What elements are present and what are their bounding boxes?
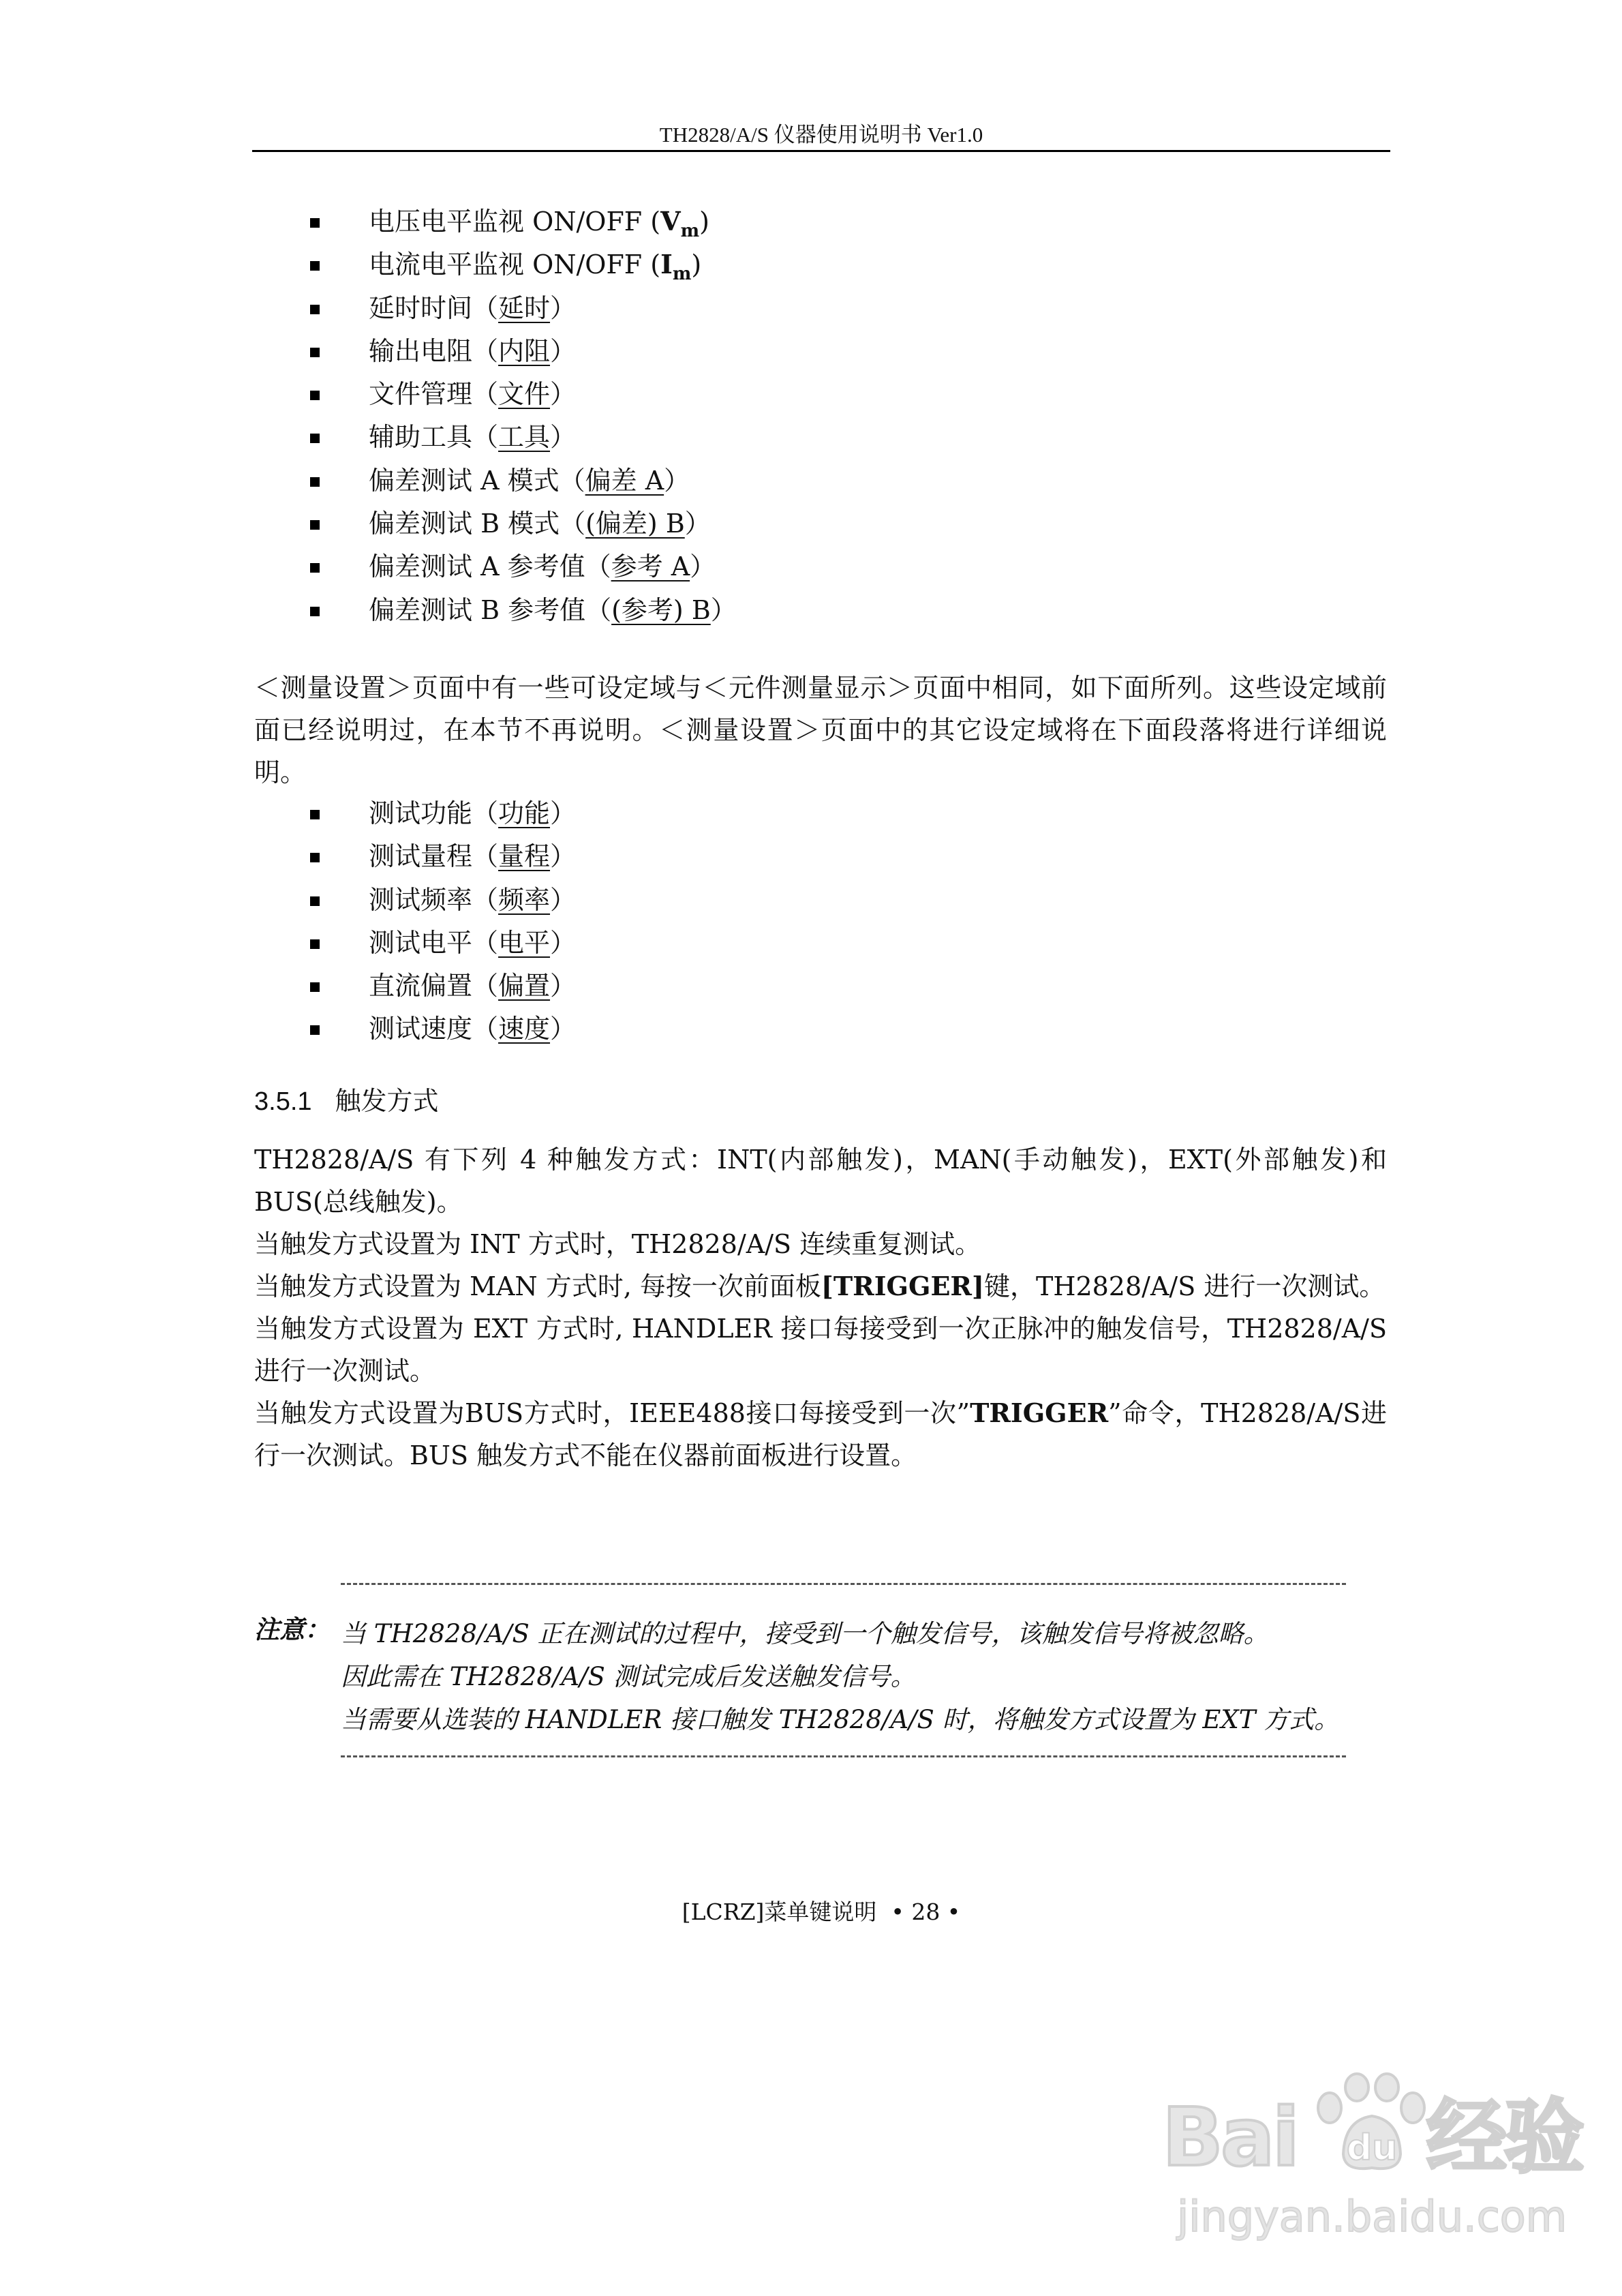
square-bullet-icon: [310, 477, 320, 487]
list-item-suffix: ）: [684, 509, 711, 539]
paragraph-bus-post: ”命令，TH2828/A/S进行一次测试。BUS 触发方式不能在仪器前面板进行设置。: [254, 1398, 1388, 1470]
list-item-text: [369, 507, 711, 541]
square-bullet-icon: [310, 810, 320, 819]
list-item-label: 文件管理（: [369, 379, 499, 410]
list-item-label: 测试电平（: [369, 927, 499, 958]
list-item-text: [369, 247, 701, 285]
list-item-text: [369, 883, 576, 917]
field-name: 电平: [498, 927, 551, 958]
list-item-suffix: ）: [690, 552, 716, 582]
square-bullet-icon: [310, 939, 320, 949]
list-item-suffix: ): [691, 250, 702, 280]
list-item-label: 延时时间（: [369, 292, 499, 323]
square-bullet-icon: [310, 348, 320, 357]
list-item-label: 电压电平监视 ON/OFF (: [369, 207, 661, 237]
list-item-text: [369, 839, 576, 873]
section-title: 触发方式: [335, 1086, 439, 1116]
trigger-command-label: TRIGGER: [970, 1398, 1109, 1428]
note-body: [341, 1612, 1390, 1741]
list-item-label: 偏差测试 A 参考值（: [369, 552, 611, 582]
list-item-text: [369, 464, 690, 498]
symbol-subscript: m: [672, 264, 692, 285]
list-item-suffix: ）: [550, 379, 577, 410]
list-item-label: 偏差测试 A 模式（: [369, 465, 585, 496]
trigger-key-label: [TRIGGER]: [821, 1271, 984, 1301]
watermark-logo-right: 经验: [1426, 2090, 1582, 2184]
section-heading: [254, 1084, 439, 1119]
field-name: 量程: [498, 841, 551, 872]
square-bullet-icon: [310, 853, 320, 862]
paragraph-man: [254, 1265, 1387, 1308]
note-top-divider: [341, 1583, 1346, 1585]
field-name: 偏置: [498, 971, 551, 1001]
list-item-text: [369, 334, 576, 368]
square-bullet-icon: [310, 434, 320, 443]
page-footer: [LCRZ]菜单键说明 • 28 •: [682, 1899, 961, 1925]
list-item-suffix: ）: [550, 927, 577, 958]
list-item-text: [369, 796, 576, 830]
symbol-subscript: m: [680, 221, 700, 241]
intro-text: ＜测量设置＞页面中有一些可设定域与＜元件测量显示＞页面中相同，如下面所列。这些设定域前面已经说明过，在本节不再说明。＜测量设置＞页面中的其它设定域将在下面段落将进行详细说明。: [254, 673, 1387, 787]
square-bullet-icon: [310, 1025, 320, 1035]
trigger-paragraphs: [254, 1138, 1387, 1477]
watermark-url: jingyan.baidu.com: [1177, 2192, 1567, 2241]
square-bullet-icon: [310, 982, 320, 992]
note-line-2: 因此需在 TH2828/A/S 测试完成后发送触发信号。: [341, 1662, 916, 1691]
paragraph-trigger-modes: TH2828/A/S 有下列 4 种触发方式：INT(内部触发)，MAN(手动触发)，EXT(外部触发)和BUS(总线触发)。: [254, 1145, 1387, 1217]
square-bullet-icon: [310, 218, 320, 228]
field-name: (参考) B: [611, 594, 711, 625]
list-item-suffix: ）: [550, 335, 577, 366]
note-line-3: 当需要从选装的 HANDLER 接口触发 TH2828/A/S 时，将触发方式设置为 EXT 方式。: [341, 1705, 1340, 1734]
field-name: 功能: [498, 798, 551, 828]
watermark-logo-left: Bai: [1162, 2090, 1298, 2184]
field-name: 频率: [498, 884, 551, 915]
note-bottom-divider: [341, 1755, 1346, 1757]
field-name: 参考 A: [611, 552, 690, 582]
list-item-suffix: ）: [550, 422, 577, 453]
list-item-label: 输出电阻（: [369, 335, 499, 366]
list-item-suffix: ): [699, 207, 709, 237]
field-name: 偏差 A: [585, 465, 664, 496]
list-item-suffix: ）: [550, 292, 577, 323]
note-line-1: 当 TH2828/A/S 正在测试的过程中，接受到一个触发信号，该触发信号将被忽略。: [341, 1619, 1269, 1648]
list-item-label: 直流偏置（: [369, 971, 499, 1001]
square-bullet-icon: [310, 261, 320, 271]
symbol-main: I: [660, 249, 673, 280]
paragraph-bus-pre: 当触发方式设置为BUS方式时，IEEE488接口每接受到一次”: [254, 1398, 970, 1428]
paragraph-man-pre: 当触发方式设置为 MAN 方式时, 每按一次前面板: [254, 1271, 821, 1301]
paragraph-int: 当触发方式设置为 INT 方式时，TH2828/A/S 连续重复测试。: [254, 1229, 981, 1259]
section-number: 3.5.1: [254, 1087, 312, 1116]
header-rule: [252, 150, 1390, 152]
list-item-suffix: ）: [550, 798, 577, 828]
list-item-suffix: ）: [550, 1014, 577, 1044]
list-item-label: 测试频率（: [369, 884, 499, 915]
list-item-text: [369, 969, 576, 1003]
paragraph-ext: 当触发方式设置为 EXT 方式时, HANDLER 接口每接受到一次正脉冲的触发信号，TH2828/A/S 进行一次测试。: [254, 1314, 1387, 1386]
field-name: 工具: [498, 422, 551, 453]
list-item-text: [369, 593, 737, 627]
square-bullet-icon: [310, 520, 320, 530]
paw-icon: [1304, 2072, 1433, 2175]
square-bullet-icon: [310, 896, 320, 906]
list-item-text: [369, 420, 576, 454]
intro-paragraph: [254, 667, 1387, 794]
symbol-main: V: [660, 206, 681, 237]
list-item-text: [369, 377, 576, 411]
list-item-suffix: ）: [710, 594, 737, 625]
list-item-suffix: ）: [550, 841, 577, 872]
list-item-text: [369, 926, 576, 960]
square-bullet-icon: [310, 305, 320, 314]
square-bullet-icon: [310, 607, 320, 616]
list-item-label: 测试量程（: [369, 841, 499, 872]
list-item-text: [369, 549, 716, 584]
square-bullet-icon: [310, 563, 320, 573]
list-item-label: 电流电平监视 ON/OFF (: [369, 250, 661, 280]
list-item-text: [369, 1012, 576, 1046]
field-name: 速度: [498, 1014, 551, 1044]
page-header: TH2828/A/S 仪器使用说明书 Ver1.0: [659, 123, 983, 147]
list-item-suffix: ）: [664, 465, 690, 496]
field-name: (偏差) B: [585, 509, 685, 539]
list-item-text: [369, 205, 709, 242]
list-item-label: 偏差测试 B 参考值（: [369, 594, 612, 625]
list-item-suffix: ）: [550, 884, 577, 915]
list-item-label: 辅助工具（: [369, 422, 499, 453]
baidu-watermark: [1162, 2072, 1582, 2277]
list-item-text: [369, 291, 576, 325]
field-name: 内阻: [498, 335, 551, 366]
field-name: 文件: [498, 379, 551, 410]
note-label: 注意：: [254, 1614, 330, 1644]
paragraph-man-post: 键，TH2828/A/S 进行一次测试。: [983, 1271, 1386, 1301]
field-name: 延时: [498, 292, 551, 323]
list-item-suffix: ）: [550, 971, 577, 1001]
paragraph-bus: [254, 1392, 1387, 1477]
list-item-label: 偏差测试 B 模式（: [369, 509, 586, 539]
list-item-label: 测试速度（: [369, 1014, 499, 1044]
square-bullet-icon: [310, 391, 320, 400]
watermark-paw-text: du: [1346, 2128, 1398, 2169]
list-item-label: 测试功能（: [369, 798, 499, 828]
